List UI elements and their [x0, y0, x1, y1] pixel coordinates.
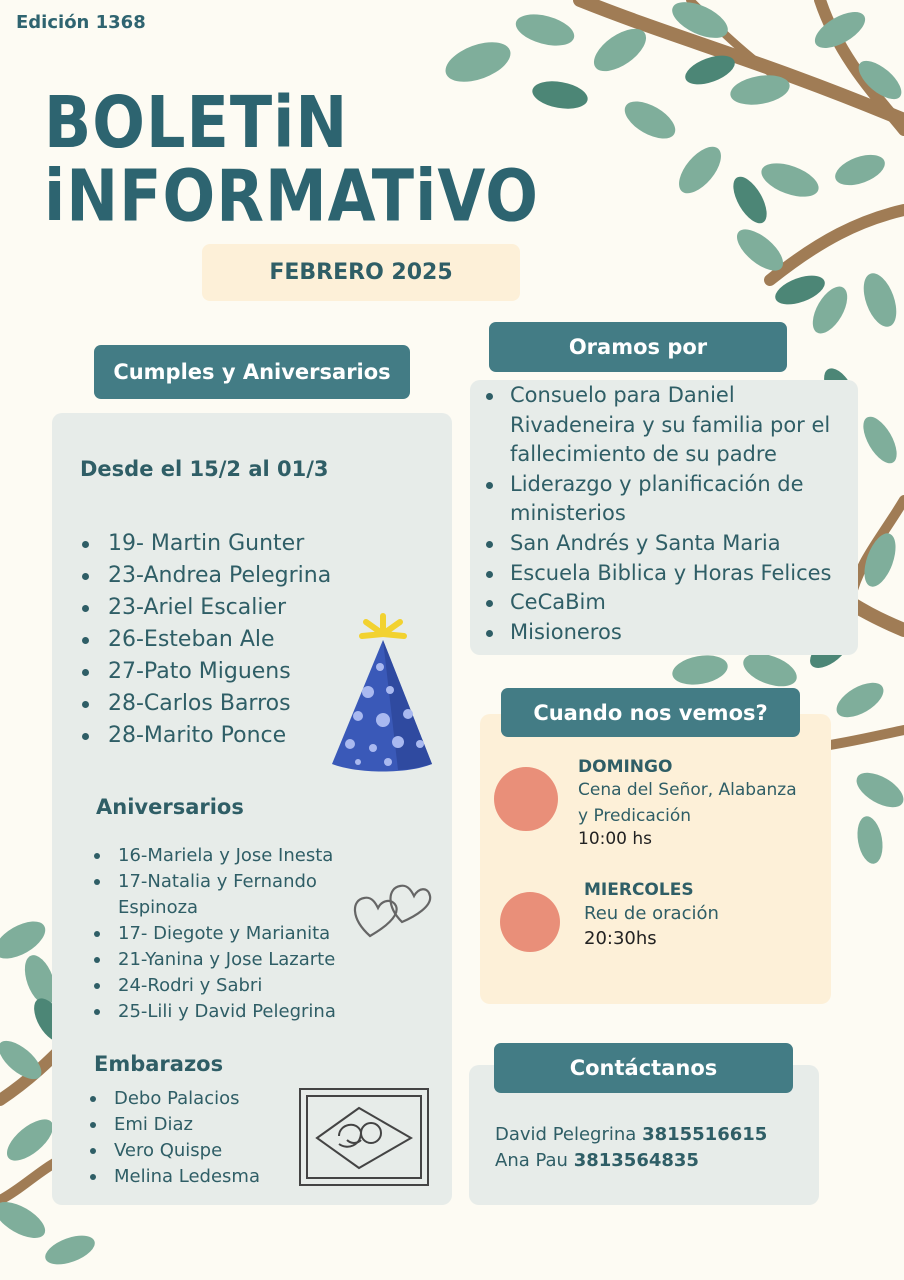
pregnancies-heading: Embarazos: [94, 1052, 224, 1076]
list-item: 27-Pato Miguens: [80, 656, 331, 688]
contact-row: [495, 1148, 767, 1174]
list-item: 24-Rodri y Sabri: [90, 973, 336, 999]
pregnancies-list: [86, 1086, 260, 1190]
anniversaries-heading: Aniversarios: [96, 795, 244, 819]
list-item: Emi Diaz: [86, 1112, 260, 1138]
list-item: Consuelo para Daniel Rivadeneira y su familia por el fallecimiento de su padre: [482, 381, 842, 470]
sunday-block: [578, 757, 797, 849]
list-item: Debo Palacios: [86, 1086, 260, 1112]
wednesday-day: MIERCOLES: [584, 880, 694, 900]
birthdays-range: Desde el 15/2 al 01/3: [80, 457, 329, 481]
list-item: 23-Andrea Pelegrina: [80, 560, 331, 592]
wednesday-block: [584, 880, 719, 949]
sunday-desc-line-2: y Predicación: [578, 806, 692, 826]
list-item-continued: Espinoza: [118, 897, 199, 918]
date-badge: FEBRERO 2025: [202, 244, 520, 301]
sunday-time: 10:00 hs: [578, 829, 653, 849]
hearts-icon: [350, 878, 434, 942]
sunday-day: DOMINGO: [578, 757, 673, 777]
page-title: [44, 80, 539, 238]
list-item: 16-Mariela y Jose Inesta: [90, 843, 336, 869]
contact-list: [495, 1122, 767, 1174]
party-hat-icon: [328, 612, 438, 777]
list-item: San Andrés y Santa Maria: [482, 529, 842, 559]
contact-row: [495, 1122, 767, 1148]
wednesday-dot: [500, 892, 560, 952]
sunday-dot: [494, 767, 558, 831]
list-item: 28-Marito Ponce: [80, 720, 331, 752]
contact-phone[interactable]: 3815516615: [642, 1124, 768, 1145]
birthdays-heading: Cumples y Aniversarios: [94, 345, 410, 399]
title-line-1: BOLETiN: [44, 80, 349, 165]
title-line-2: iNFORMATiVO: [44, 153, 539, 238]
prayer-heading: Oramos por: [489, 322, 787, 372]
list-item: Melina Ledesma: [86, 1164, 260, 1190]
meetings-heading: Cuando nos vemos?: [501, 688, 800, 737]
list-item: 25-Lili y David Pelegrina: [90, 999, 336, 1025]
list-item: Escuela Biblica y Horas Felices: [482, 559, 842, 589]
anniversaries-list: [90, 843, 336, 1025]
list-item: 23-Ariel Escalier: [80, 592, 331, 624]
list-item: CeCaBim: [482, 588, 842, 618]
prayer-list: [482, 381, 842, 647]
list-item: 17-Natalia y Fernando: [90, 869, 336, 895]
list-item: Vero Quispe: [86, 1138, 260, 1164]
list-item: 19- Martin Gunter: [80, 528, 331, 560]
wednesday-desc: Reu de oración: [584, 903, 719, 924]
contact-heading: Contáctanos: [494, 1043, 793, 1093]
list-item: 21-Yanina y Jose Lazarte: [90, 947, 336, 973]
wednesday-time: 20:30hs: [584, 928, 657, 949]
contact-name: Ana Pau: [495, 1150, 568, 1171]
contact-phone[interactable]: 3813564835: [573, 1150, 699, 1171]
birthdays-list: [80, 528, 331, 752]
list-item: 17- Diegote y Marianita: [90, 921, 336, 947]
list-item: Liderazgo y planificación de ministerios: [482, 470, 842, 529]
list-item: 26-Esteban Ale: [80, 624, 331, 656]
list-item: Misioneros: [482, 618, 842, 648]
sunday-desc-line-1: Cena del Señor, Alabanza: [578, 780, 797, 800]
contact-name: David Pelegrina: [495, 1124, 637, 1145]
list-item: 28-Carlos Barros: [80, 688, 331, 720]
ultrasound-icon: [299, 1088, 429, 1186]
edition-number: Edición 1368: [16, 12, 146, 33]
